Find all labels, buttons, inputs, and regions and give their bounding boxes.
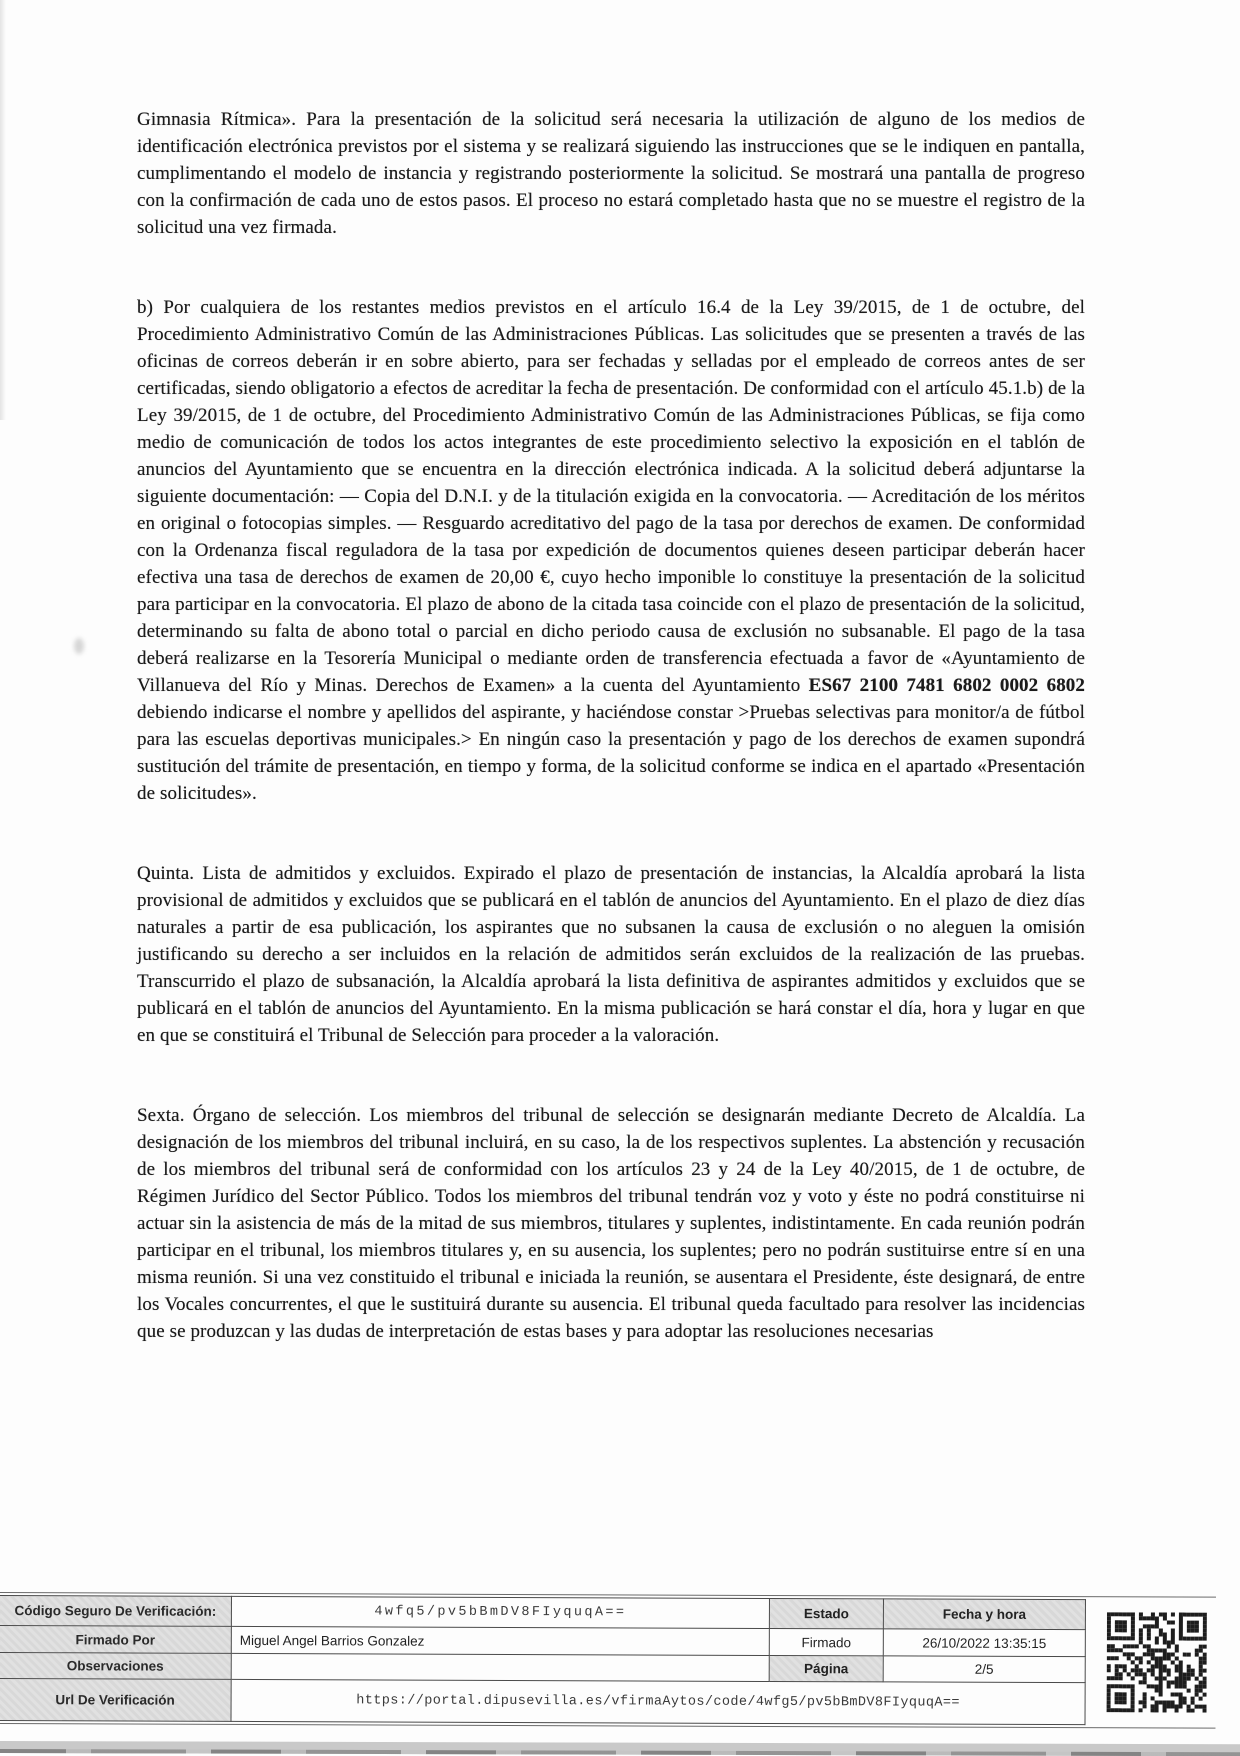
scan-bottom-edge bbox=[0, 1741, 1240, 1756]
paragraph: b) Por cualquiera de los restantes medios previstos en el artículo 16.4 de la Ley 39/2015, de 1 de octubre, del Procedimiento Administrativo Común de las Administraciones Públicas. Las solicitudes que se presenten a través de las oficinas de correos deberán ir en sobre abierto, para ser fechadas y selladas por el empleado de correos antes de ser certificadas, siendo obligatorio a efectos de acreditar la fecha de presentación. De conformidad con el artículo 45.1.b) de la Ley 39/2015, de 1 de octubre, del Procedimiento Administrativo Común de las Administraciones Públicas, se fija como medio de comunicación de todos los actos integrantes de este procedimiento selectivo la exposición en el tablón de anuncios del Ayuntamiento que se encuentra en la dirección electrónica indicada. A la solicitud deberá adjuntarse la siguiente documentación: — Copia del D.N.I. y de la titulación exigida en la convocatoria. — Acreditación de los méritos en original o fotocopias simples. — Resguardo acreditativo del pago de la tasa por derechos de examen. De conformidad con la Ordenanza fiscal reguladora de la tasa por expedición de documentos quienes deseen participar deberán hacer efectiva una tasa de derechos de examen de 20,00 €, cuyo hecho imponible lo constituye la presentación de la solicitud para participar en la convocatoria. El plazo de abono de la citada tasa coincide con el plazo de presentación de la solicitud, determinando su falta de abono total o parcial en dicho periodo causa de exclusión no subsanable. El pago de la tasa deberá realizarse en la Tesorería Municipal o mediante orden de transferencia efectuada a favor de «Ayuntamiento de Villanueva del Río y Minas. Derechos de Examen» a la cuenta del Ayuntamiento ES67 2100 7481 6802 0002 6802 debiendo indicarse el nombre y apellidos del aspirante, y haciéndose constar >Pruebas selectivas para monitor/a de fútbol para las escuelas deportivas municipales.> En ningún caso la presentación y pago de los derechos de examen supondrá sustitución del trámite de presentación, en tiempo y forma, de la solicitud conforme se indica en el apartado «Presentación de solicitudes». bbox=[137, 297, 1085, 804]
csv-label: Código Seguro De Verificación: bbox=[0, 1596, 231, 1627]
document-body bbox=[137, 0, 1085, 1398]
scan-smudge bbox=[74, 638, 84, 654]
pagina-label: Página bbox=[769, 1655, 883, 1681]
url-verificacion-label: Url De Verificación bbox=[0, 1679, 231, 1722]
qr-code-icon bbox=[1107, 1612, 1207, 1712]
observaciones-value bbox=[231, 1653, 769, 1681]
fecha-hora-header: Fecha y hora bbox=[883, 1599, 1085, 1630]
pagina-value: 2/5 bbox=[883, 1656, 1085, 1683]
firmado-por-label: Firmado Por bbox=[0, 1626, 231, 1654]
estado-value: Firmado bbox=[769, 1628, 883, 1655]
url-verificacion-value: https://portal.dipusevilla.es/vfirmaAytos/code/4wfg5/pv5bBmDV8FIyquqA== bbox=[231, 1679, 1085, 1724]
verification-footer bbox=[0, 1592, 1216, 1729]
paragraph: Quinta. Lista de admitidos y excluidos. Expirado el plazo de presentación de instancias, la Alcaldía aprobará la lista provisional de admitidos y excluidos que se publicará en el tablón de anuncios del Ayuntamiento. En el plazo de diez días naturales a partir de esa publicación, los aspirantes que no subsanen la causa de exclusión o no aleguen la omisión justificando su derecho a ser incluidos en la relación de admitidos serán excluidos de la realización de las pruebas. Transcurrido el plazo de subsanación, la Alcaldía aprobará la lista definitiva de aspirantes admitidos y excluidos que se publicará en el tablón de anuncios del Ayuntamiento. En la misma publicación se hará constar el día, hora y lugar en que en que se constituirá el Tribunal de Selección para proceder a la valoración. bbox=[137, 863, 1085, 1046]
qr-area bbox=[1085, 1599, 1212, 1725]
observaciones-label: Observaciones bbox=[0, 1653, 231, 1680]
paragraph: Gimnasia Rítmica». Para la presentación de la solicitud será necesaria la utilización de alguno de los medios de identificación electrónica previstos por el sistema y se realizará siguiendo las instrucciones que se le indiquen en pantalla, cumplimentando el modelo de instancia y registrando posteriormente la solicitud. Se mostrará una pantalla de progreso con la confirmación de cada uno de estos pasos. El proceso no estará completado hasta que no se muestre el registro de la solicitud una vez firmada. bbox=[137, 109, 1085, 238]
csv-value: 4wfq5/pv5bBmDV8FIyquqA== bbox=[231, 1596, 769, 1628]
verification-table bbox=[0, 1595, 1086, 1725]
estado-header: Estado bbox=[769, 1598, 883, 1628]
paragraph: Sexta. Órgano de selección. Los miembros del tribunal de selección se designarán mediante Decreto de Alcaldía. La designación de los miembros del tribunal incluirá, en su caso, la de los respectivos suplentes. La abstención y recusación de los miembros del tribunal será de conformidad con los artículos 23 y 24 de la Ley 40/2015, de 1 de octubre, de Régimen Jurídico del Sector Público. Todos los miembros del tribunal tendrán voz y voto y éste no podrá constituirse ni actuar sin la asistencia de más de la mitad de sus miembros, titulares y suplentes, indistintamente. En cada reunión podrán participar en el tribunal, los miembros titulares y, en su ausencia, los suplentes; pero no podrán sustituirse entre sí en una misma reunión. Si una vez constituido el tribunal e iniciada la reunión, se ausentara el Presidente, éste designará, de entre los Vocales concurrentes, el que le sustituirá durante su ausencia. El tribunal queda facultado para resolver las incidencias que se produzcan y las dudas de interpretación de estas bases y para adoptar las resoluciones necesarias bbox=[137, 1105, 1085, 1342]
scan-edge-artifact bbox=[0, 0, 6, 420]
firmado-por-value: Miguel Angel Barrios Gonzalez bbox=[231, 1626, 769, 1655]
fecha-hora-value: 26/10/2022 13:35:15 bbox=[883, 1629, 1085, 1657]
